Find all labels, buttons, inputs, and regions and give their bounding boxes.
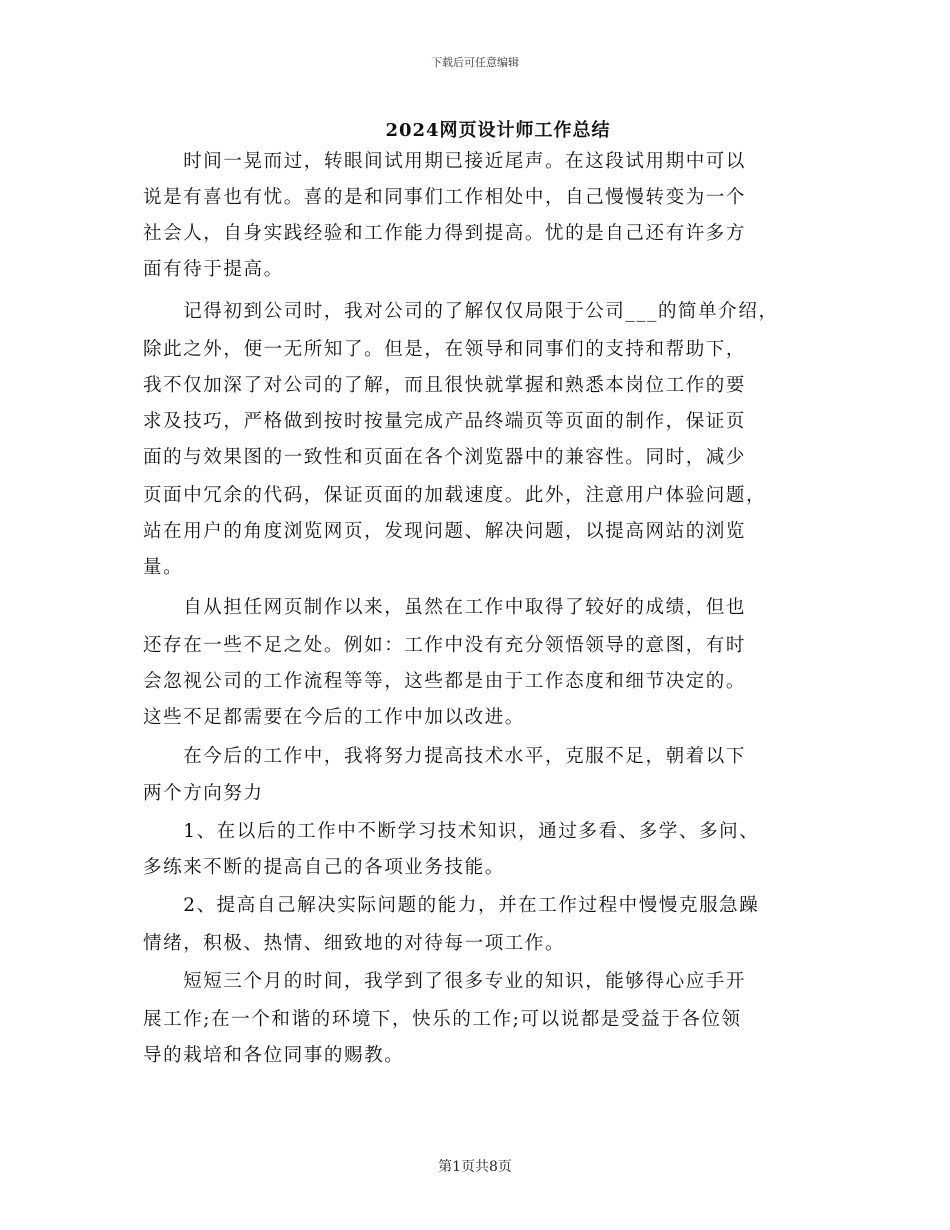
body-line: 站在用户的角度浏览网页，发现问题、解决问题，以提高网站的浏览	[143, 521, 747, 542]
body-line: 求及技巧，严格做到按时按量完成产品终端页等页面的制作，保证页	[143, 411, 747, 432]
body-line: 自从担任网页制作以来，虽然在工作中取得了较好的成绩，但也	[143, 597, 747, 618]
body-line: 这些不足都需要在今后的工作中加以改进。	[143, 707, 525, 728]
body-line: 展工作;在一个和谐的环境下，快乐的工作;可以说都是受益于各位领	[143, 1009, 742, 1030]
body-line: 除此之外，便一无所知了。但是，在领导和同事们的支持和帮助下，	[143, 339, 747, 360]
body-line: 记得初到公司时，我对公司的了解仅仅局限于公司___的简单介绍，	[143, 301, 779, 322]
body-line: 在今后的工作中，我将努力提高技术水平，克服不足，朝着以下	[143, 746, 747, 767]
body-line: 两个方向努力	[143, 783, 264, 804]
body-line: 还存在一些不足之处。例如：工作中没有充分领悟领导的意图，有时	[143, 635, 747, 656]
page-number: 第1页共8页	[438, 1159, 512, 1175]
body-line: 面有待于提高。	[143, 259, 284, 280]
document-title: 2024网页设计师工作总结	[385, 120, 611, 141]
body-line: 会忽视公司的工作流程等等，这些都是由于工作态度和细节决定的。	[143, 671, 747, 692]
body-line: 情绪，积极、热情、细致地的对待每一项工作。	[143, 933, 566, 954]
body-line: 说是有喜也有忧。喜的是和同事们工作相处中，自己慢慢转变为一个	[143, 187, 747, 208]
body-line: 量。	[143, 557, 184, 578]
body-line: 面的与效果图的一致性和页面在各个浏览器中的兼容性。同时，减少	[143, 447, 747, 468]
body-line: 时间一晃而过，转眼间试用期已接近尾声。在这段试用期中可以	[143, 151, 747, 172]
body-line: 页面中冗余的代码，保证页面的加载速度。此外，注意用户体验问题，	[143, 485, 767, 506]
body-line: 短短三个月的时间，我学到了很多专业的知识，能够得心应手开	[143, 971, 747, 992]
body-line: 导的栽培和各位同事的赐教。	[143, 1045, 405, 1066]
body-line: 1、在以后的工作中不断学习技术知识，通过多看、多学、多问、	[143, 821, 760, 842]
body-line: 2、提高自己解决实际问题的能力，并在工作过程中慢慢克服急躁	[143, 895, 760, 916]
body-line: 社会人，自身实践经验和工作能力得到提高。忧的是自己还有许多方	[143, 223, 747, 244]
header-note: 下载后可任意编辑	[431, 56, 519, 69]
body-line: 我不仅加深了对公司的了解，而且很快就掌握和熟悉本岗位工作的要	[143, 375, 747, 396]
body-line: 多练来不断的提高自己的各项业务技能。	[143, 857, 505, 878]
